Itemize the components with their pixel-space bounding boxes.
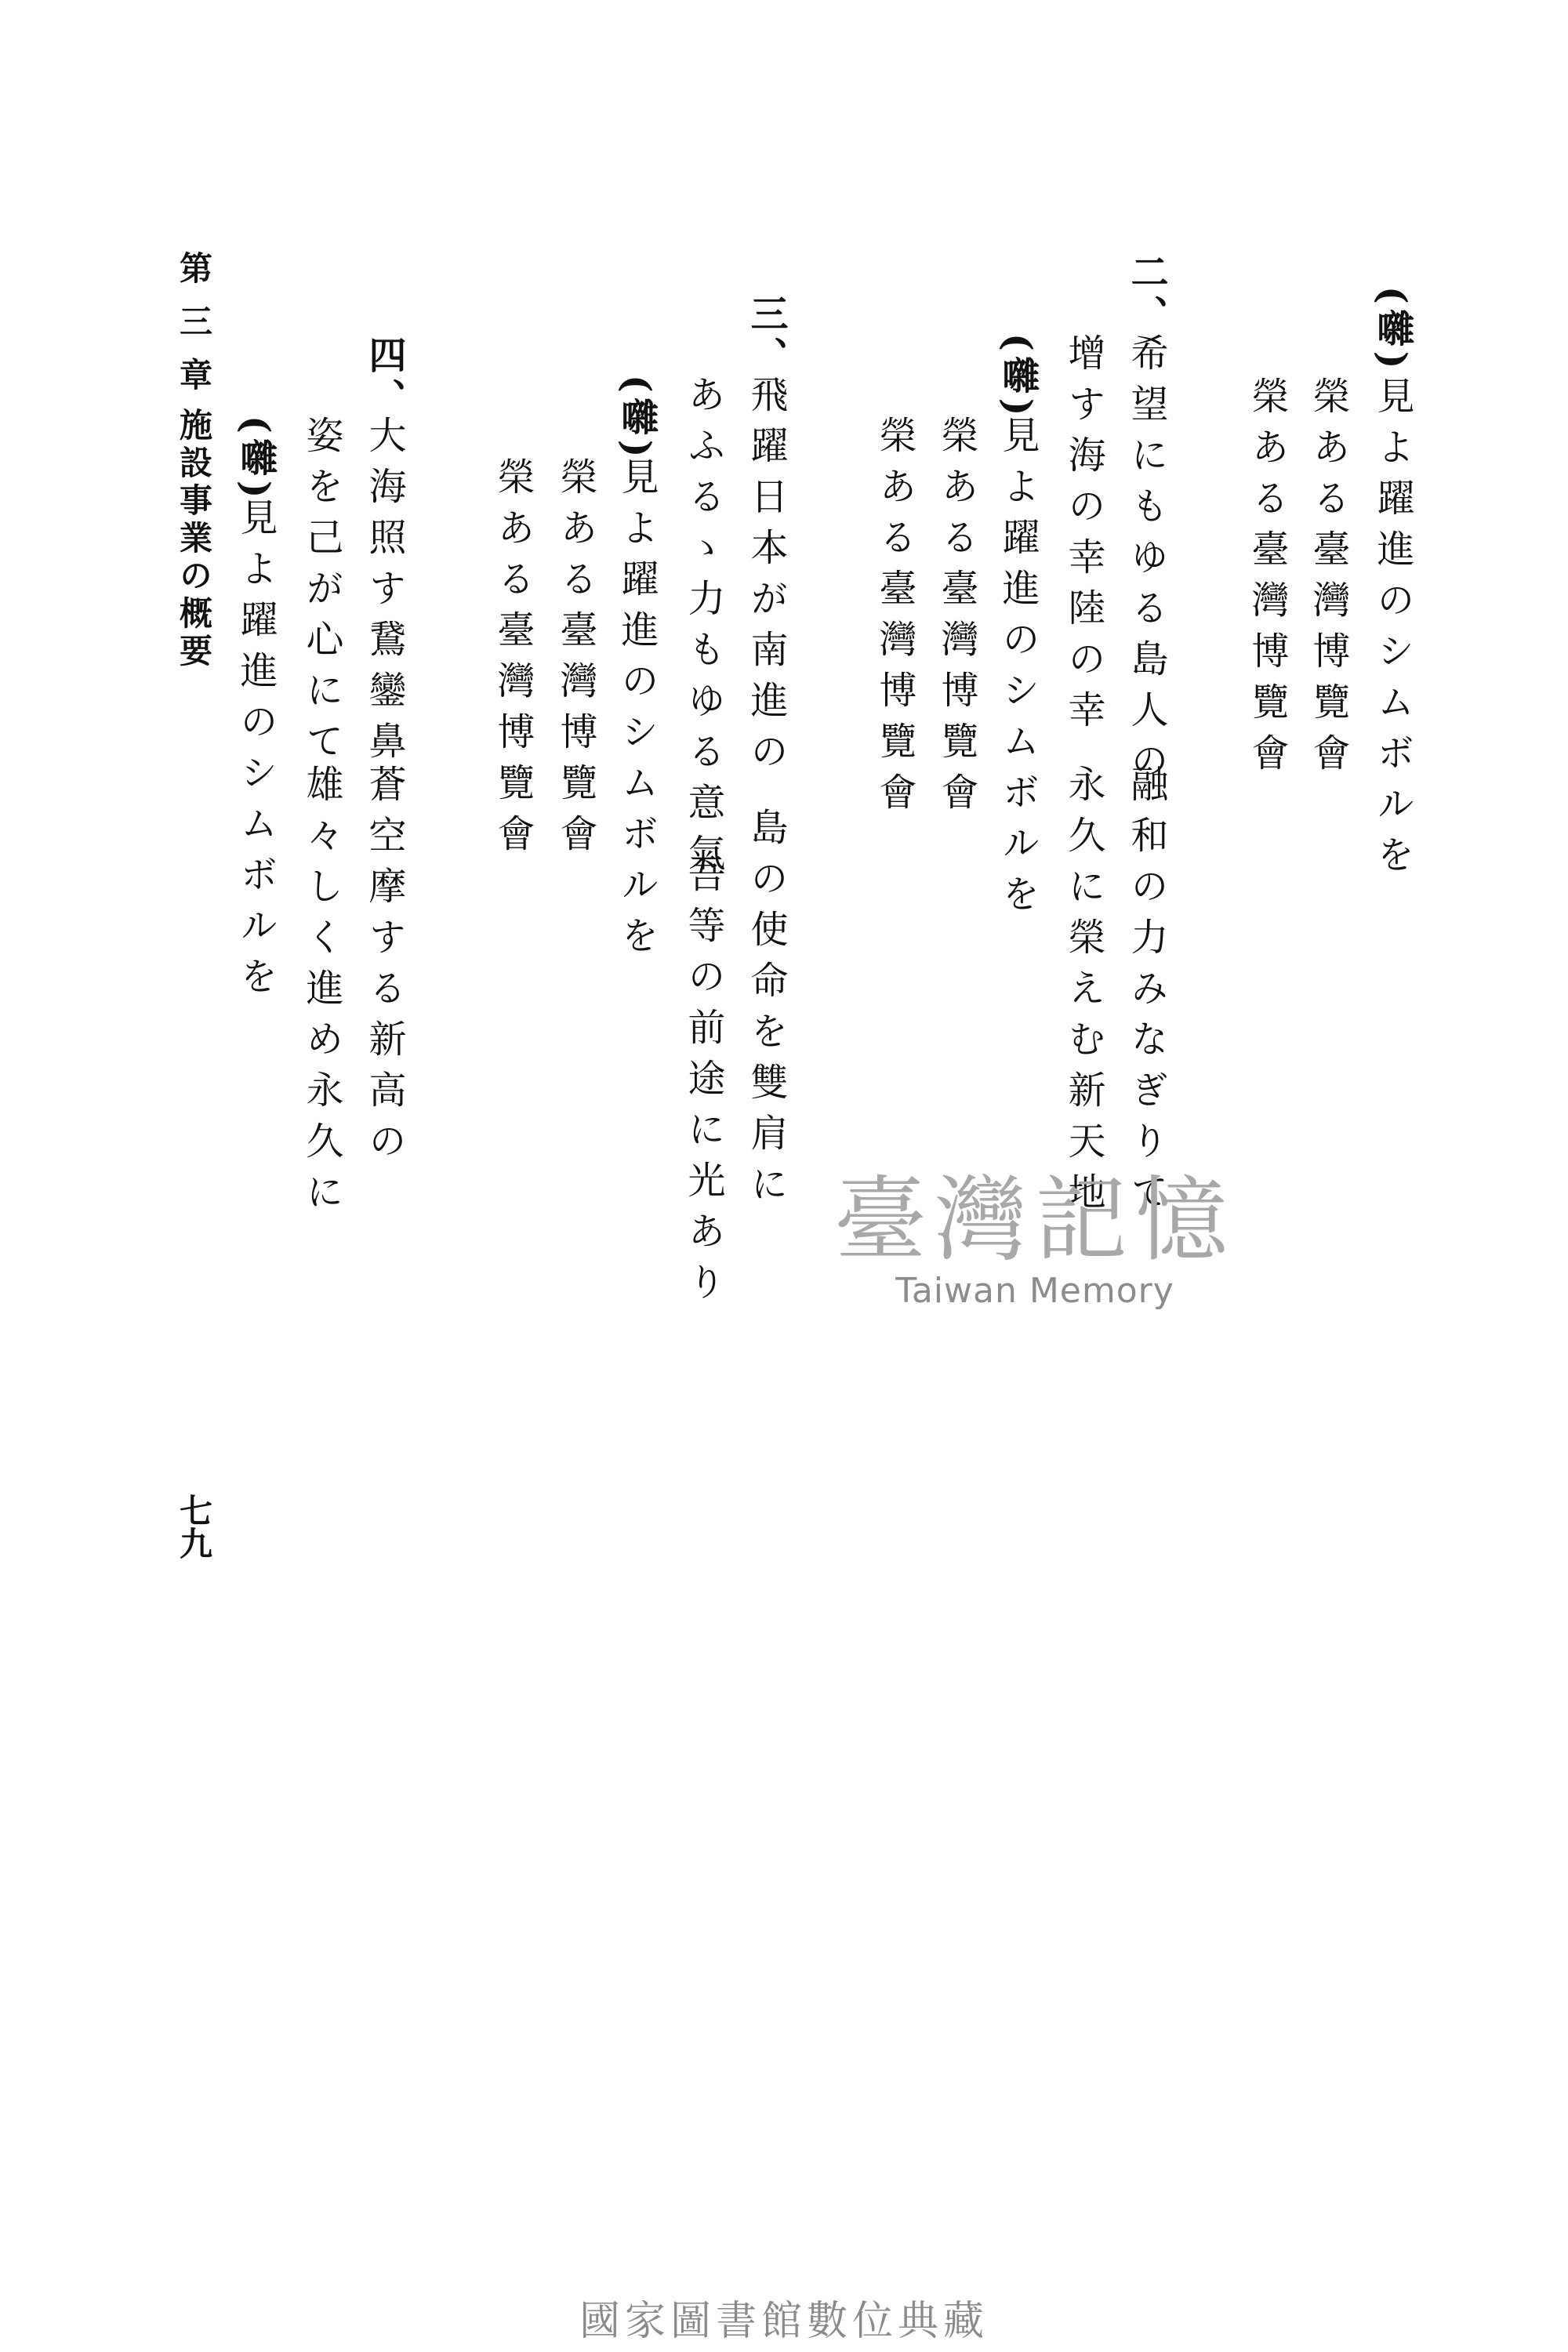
verse1-refrain-2: 榮ある臺灣博覽會 bbox=[1245, 376, 1289, 784]
verse2-number: 二、 bbox=[1124, 252, 1168, 337]
verse2-line2a: 增す海の幸陸の幸 bbox=[1062, 333, 1105, 741]
verse4-chorus-marker: (囃) bbox=[234, 416, 278, 503]
verse4-number: 四、 bbox=[362, 336, 406, 420]
taiwan-memory-watermark bbox=[776, 1166, 1294, 1311]
verse1-chorus-marker: (囃) bbox=[1370, 286, 1414, 374]
verse3-chorus-marker: (囃) bbox=[615, 375, 659, 463]
verse3-chorus-line: 見よ躍進のシムボルを bbox=[615, 457, 659, 967]
watermark-title: 臺灣記憶 bbox=[833, 1166, 1236, 1274]
verse3-line1b: 島の使命を雙肩に bbox=[744, 808, 788, 1215]
verse3-number: 三、 bbox=[744, 294, 788, 379]
verse4-line1b: 蒼空摩する新高の bbox=[362, 764, 406, 1172]
verse1-chorus-line: 見よ躍進のシムボルを bbox=[1370, 376, 1414, 886]
verse4-line2a: 姿を己が心にて bbox=[299, 416, 343, 772]
verse2-chorus-marker: (囃) bbox=[996, 333, 1040, 421]
verse2-line2b: 永久に榮えむ新天地 bbox=[1062, 764, 1105, 1223]
verse2-line1b: 融和の力みなぎりて bbox=[1124, 764, 1168, 1223]
watermark-subtitle: Taiwan Memory bbox=[895, 1270, 1174, 1311]
verse3-line2a: あふるゝ力もゆる意氣 bbox=[681, 375, 725, 884]
verse3-line1a: 飛躍日本が南進の bbox=[744, 375, 788, 782]
section-title: 施設事業の概要 bbox=[175, 408, 213, 671]
verse4-line1a: 大海照す鵞鑾鼻 bbox=[362, 416, 406, 772]
verse3-refrain-1: 榮ある臺灣博覽會 bbox=[554, 457, 597, 865]
verse2-chorus-line: 見よ躍進のシムボルを bbox=[996, 416, 1040, 925]
verse4-line2b: 雄々しく進め永久に bbox=[299, 764, 343, 1223]
verse2-line1a: 希望にもゆる島人の bbox=[1124, 333, 1168, 792]
chapter-label: 第三章 bbox=[175, 251, 213, 411]
verse3-refrain-2: 榮ある臺灣博覽會 bbox=[491, 457, 535, 865]
page-number: 七九 bbox=[175, 1494, 213, 1559]
library-footer: 國家圖書館數位典藏 bbox=[579, 2298, 989, 2345]
verse3-line2b: 吾等の前途に光あり bbox=[681, 855, 725, 1313]
verse4-chorus-line: 見よ躍進のシムボルを bbox=[234, 498, 278, 1007]
verse2-refrain-2: 榮ある臺灣博覽會 bbox=[873, 416, 916, 823]
verse1-refrain-1: 榮ある臺灣博覽會 bbox=[1306, 376, 1350, 784]
verse2-refrain-1: 榮ある臺灣博覽會 bbox=[935, 416, 978, 823]
